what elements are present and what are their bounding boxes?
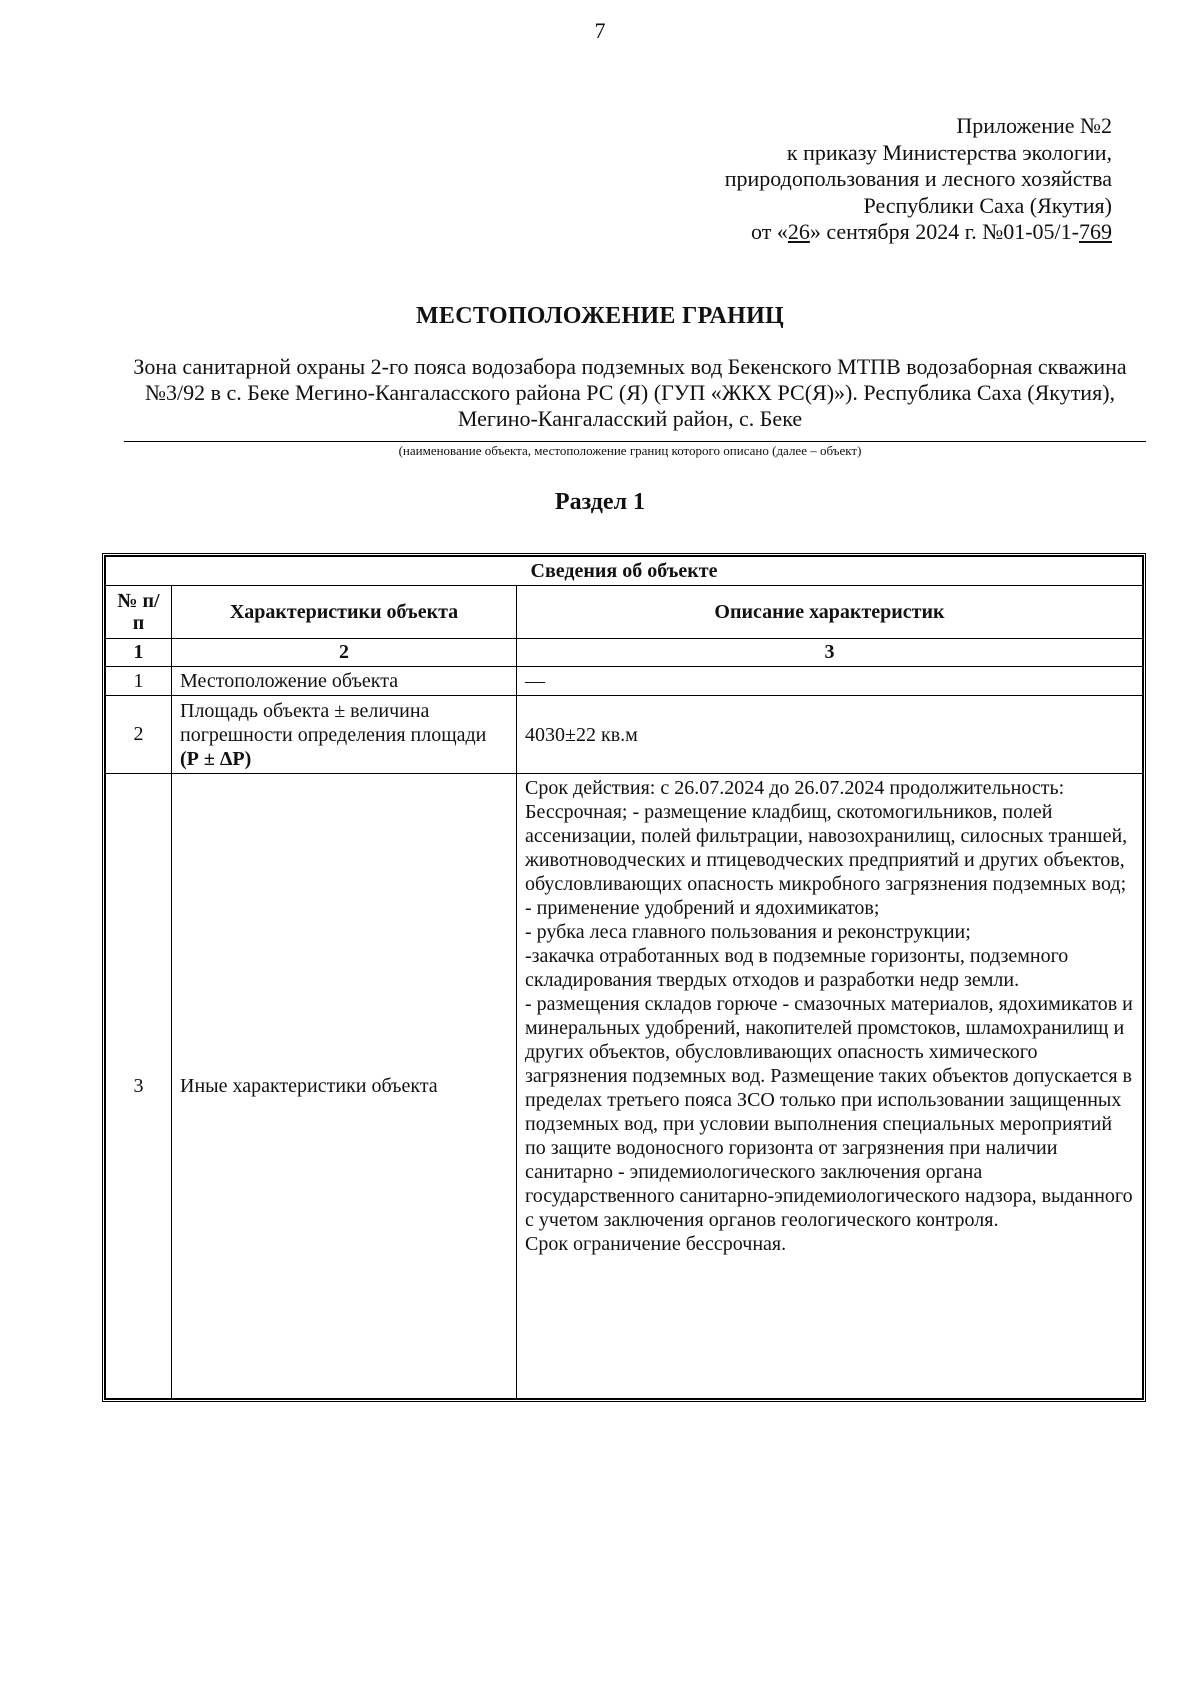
row-characteristic: Иные характеристики объекта — [172, 774, 517, 1399]
header-description: Описание характеристик — [517, 586, 1143, 639]
table-caption: Сведения об объекте — [106, 557, 1143, 586]
table-header-row — [106, 586, 1143, 639]
object-caption: (наименование объекта, местоположение границ которого описано (далее – объект) — [398, 443, 862, 458]
row-characteristic-text: Площадь объекта ± величина погрешности определения площади — [180, 699, 487, 746]
order-number: 769 — [1079, 219, 1112, 244]
info-table — [105, 556, 1143, 1399]
row-characteristic: Местоположение объекта — [172, 667, 517, 696]
table-caption-row — [106, 557, 1143, 586]
table-index-row — [106, 639, 1143, 667]
row-characteristic — [172, 696, 517, 774]
row-description: — — [517, 667, 1143, 696]
appendix-order-line — [725, 219, 1112, 246]
appendix-line-2: к приказу Министерства экологии, — [786, 139, 1112, 165]
appendix-line-3: природопользования и лесного хозяйства — [724, 166, 1112, 191]
order-date-middle: » сентября 2024 г. №01-05/1- — [809, 219, 1079, 244]
row-number: 3 — [106, 774, 172, 1399]
appendix-line-1: Приложение №2 — [956, 113, 1112, 138]
row-number: 1 — [106, 667, 172, 696]
object-name: Зона санитарной охраны 2-го пояса водозабора подземных вод Бекенского МТПВ водозаборная скважина №3/92 в с. Беке Мегино-Кангаласского района РС (Я) (ГУП «ЖКХ РС(Я)»). Республика Саха (Якутия), Мегино-Кангаласский район, с. Беке — [133, 354, 1127, 431]
table-row — [106, 774, 1143, 1399]
index-col-3: 3 — [517, 639, 1143, 667]
order-day: 26 — [787, 219, 810, 244]
appendix-block — [725, 113, 1112, 246]
appendix-line-4: Республики Саха (Якутия) — [863, 192, 1112, 218]
table-row — [106, 667, 1143, 696]
header-characteristics: Характеристики объекта — [172, 586, 517, 639]
index-col-1: 1 — [106, 639, 172, 667]
page-number: 7 — [594, 18, 606, 43]
document-title: МЕСТОПОЛОЖЕНИЕ ГРАНИЦ — [415, 303, 785, 329]
order-date-prefix: от « — [751, 219, 788, 244]
row-characteristic-formula: (Р ± ΔР) — [180, 747, 252, 770]
row-description: Срок действия: с 26.07.2024 до 26.07.2024 продолжительность: Бессрочная; - размещение кладбищ, скотомогильников, полей ассенизации, полей фильтрации, навозохранилищ, силосных траншей, животноводческих и птицеводческих предприятий и других объектов, обусловливающих опасность микробного загрязнения подземных вод; - применение удобрений и ядохимикатов; - рубка леса главного пользования и реконструкции; -закачка отработанных вод в подземные горизонты, подземного складирования твердых отходов и разработки недр земли. - размещения складов горюче - смазочных материалов, ядохимикатов и минеральных удобрений, накопителей промстоков, шламохранилищ и других объектов, обусловливающих опасность химического загрязнения подземных вод. Размещение таких объектов допускается в пределах третьего пояса ЗСО только при использовании защищенных подземных вод, при условии выполнения специальных мероприятий по защите водоносного горизонта от загрязнения при наличии санитарно - эпидемиологического заключения органа государственного санитарно-эпидемиологического надзора, выданного с учетом заключения органов геологического контроля. Срок ограничение бессрочная. — [517, 774, 1143, 1399]
object-name-underline — [124, 441, 1146, 442]
row-description: 4030±22 кв.м — [517, 696, 1143, 774]
table-row — [106, 696, 1143, 774]
row-number: 2 — [106, 696, 172, 774]
section-title: Раздел 1 — [554, 489, 646, 515]
index-col-2: 2 — [172, 639, 517, 667]
header-num: № п/п — [106, 586, 172, 639]
object-info-table — [102, 553, 1146, 1402]
